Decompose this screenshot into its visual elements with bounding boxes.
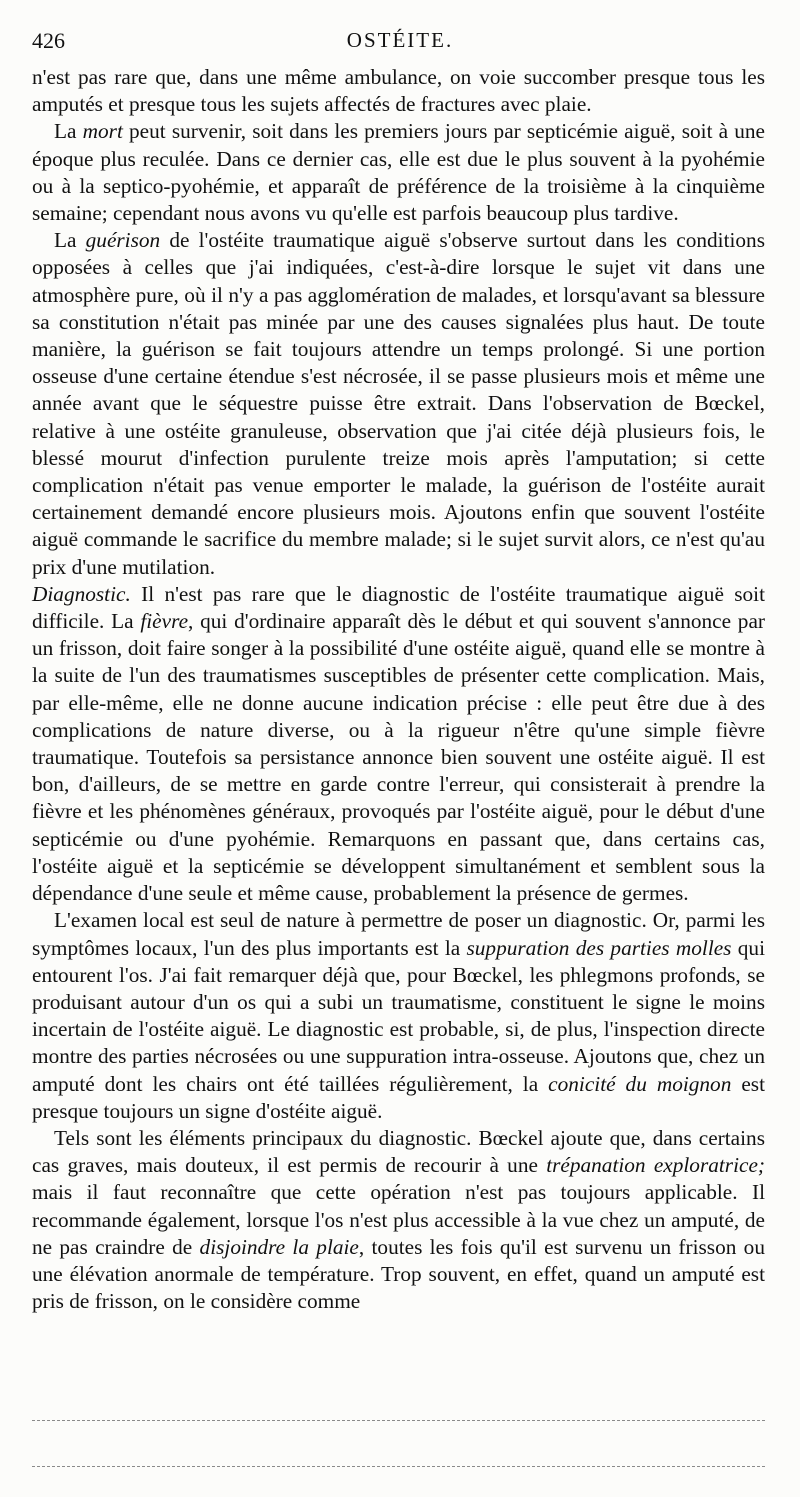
footer-rule xyxy=(32,1420,765,1421)
italic-text: suppuration des parties molles xyxy=(466,935,732,960)
text-run: peut survenir, soit dans les premiers jours par septicémie aiguë, soit à une époque plus reculée. Dans ce dernier cas, elle est due le plus souvent à la pyohémie ou à la septico-pyohémie, et apparaît de préférence de la troisième à la cinquième semaine; cependant nous avons vu qu'elle est parfois beaucoup plus tardive. xyxy=(32,119,765,226)
paragraph xyxy=(32,227,765,581)
italic-text: guérison xyxy=(85,228,161,253)
text-run: , toutes les fois qu'il est survenu un frisson ou une élévation anormale de température. Trop souvent, en effet, quand un amputé est pris de frisson, on le considère comme xyxy=(32,1234,765,1314)
text-run: Tels sont les éléments principaux du diagnostic. Bœckel ajoute que, dans certains cas graves, mais douteux, il est permis de recourir à une xyxy=(32,1125,765,1178)
page-header xyxy=(32,28,768,62)
text-run: est presque toujours un signe d'ostéite aiguë. xyxy=(32,1071,765,1123)
text-run: Il n'est pas rare que le diagnostic de l'ostéite traumatique aiguë soit difficile. La xyxy=(32,581,765,634)
italic-text: Diagnostic. xyxy=(32,581,131,606)
italic-text: conicité du moignon xyxy=(548,1071,732,1096)
italic-text: fièvre xyxy=(140,609,189,634)
paragraph xyxy=(32,64,765,118)
italic-text: disjoindre la plaie xyxy=(199,1234,359,1259)
paragraph xyxy=(32,1125,765,1315)
text-run: L'examen local est seul de nature à permettre de poser un diagnostic. Or, parmi les symptômes locaux, l'un des plus importants est la xyxy=(32,908,765,960)
page-number: 426 xyxy=(32,28,65,53)
text-run: La xyxy=(54,119,83,144)
running-title: OSTÉITE. xyxy=(346,28,454,52)
text-run: , qui d'ordinaire apparaît dès le début et qui souvent s'annonce par un frisson, doit faire songer à la possibilité d'une ostéite aiguë, quand elle se montre à la suite de l'un des traumatismes susceptibles de présenter cette complication. Mais, par elle-même, elle ne donne aucune indication précise : elle peut être due à des complications de nature diverse, ou à la rigueur n'être qu'une simple fièvre traumatique. Toutefois sa persistance annonce bien souvent une ostéite aiguë. Il est bon, d'ailleurs, de se mettre en garde contre l'erreur, qui consisterait à prendre la fièvre et les phénomènes généraux, provoqués par l'ostéite aiguë, pour le début d'une septicémie ou d'une pyohémie. Remarquons en passant que, dans certains cas, l'ostéite aiguë et la septicémie se développent simultanément et semblent sous la dépendance d'une seule et même cause, probablement la présence de germes. xyxy=(32,609,765,906)
text-run: mais il faut reconnaître que cette opération n'est pas toujours applicable. Il recommande également, lorsque l'os n'est plus accessible à la vue chez un amputé, de ne pas craindre de xyxy=(32,1180,765,1259)
paragraph xyxy=(32,118,765,227)
body-text xyxy=(32,64,765,1315)
text-run: qui entourent l'os. J'ai fait remarquer déjà que, pour Bœckel, les phlegmons profonds, se produisant autour d'un os qui a subi un traumatisme, constituent le signe le moins incertain de l'ostéite aiguë. Le diagnostic est probable, si, de plus, l'inspection directe montre des parties nécrosées ou une suppuration intra-osseuse. Ajoutons que, chez un amputé dont les chairs ont été taillées régulièrement, la xyxy=(32,935,765,1096)
paragraph xyxy=(32,907,765,1125)
italic-text: trépanation exploratrice; xyxy=(546,1153,765,1178)
text-run: de l'ostéite traumatique aiguë s'observe surtout dans les conditions opposées à celles que j'ai indiquées, c'est-à-dire lorsque le sujet vit dans une atmosphère pure, où il n'y a pas agglomération de malades, et lorsqu'avant sa blessure sa constitution n'était pas minée par une des causes signalées plus haut. De toute manière, la guérison se fait toujours attendre un temps prolongé. Si une portion osseuse d'une certaine étendue s'est nécrosée, il se passe plusieurs mois et même une année avant que le séquestre puisse être extrait. Dans l'observation de Bœckel, relative à une ostéite granuleuse, observation que j'ai citée déjà plusieurs fois, le blessé mourut d'infection purulente treize mois après l'amputation; si cette complication n'était pas venue emporter le malade, la guérison de l'ostéite aurait certainement demandé encore plusieurs mois. Ajoutons enfin que souvent l'ostéite aiguë commande le sacrifice du membre malade; si le sujet survit alors, ce n'est qu'au prix d'une mutilation. xyxy=(32,228,765,579)
text-run: La xyxy=(54,228,86,253)
italic-text: mort xyxy=(82,119,123,144)
text-run: n'est pas rare que, dans une même ambulance, on voie succomber presque tous les amputés et presque tous les sujets affectés de fractures avec plaie. xyxy=(32,65,765,117)
footer-rule xyxy=(32,1466,765,1467)
paragraph xyxy=(32,581,765,907)
